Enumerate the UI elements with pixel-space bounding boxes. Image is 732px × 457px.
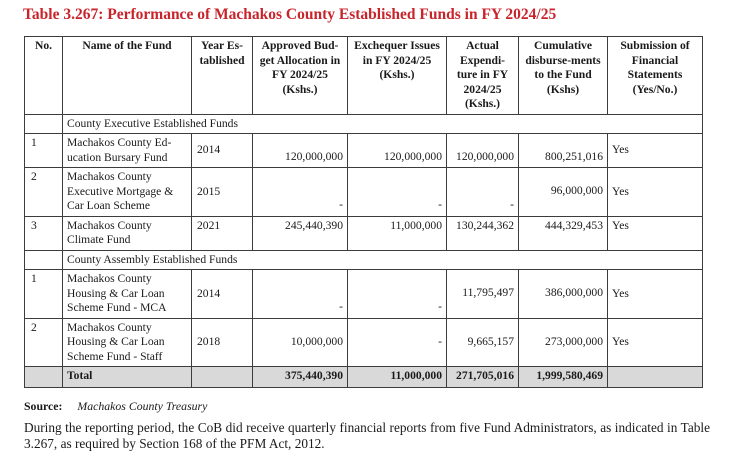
- cell-approved: -: [253, 270, 348, 319]
- cell-cumulative: 386,000,000: [519, 270, 608, 319]
- total-blank-cell: [25, 367, 63, 388]
- total-submission-blank: [608, 367, 703, 388]
- header-year: Year Es-tablished: [192, 37, 253, 115]
- cell-submission: Yes: [608, 134, 703, 168]
- cell-name: Machakos County Climate Fund: [63, 216, 192, 250]
- cell-no: 2: [25, 318, 63, 367]
- cell-actual: 130,244,362: [447, 216, 519, 250]
- cell-approved: -: [253, 168, 348, 217]
- header-cumulative: Cumulative disburse-ments to the Fund (Kshs): [519, 37, 608, 115]
- cell-actual: 11,795,497: [447, 270, 519, 319]
- total-cumulative: 1,999,580,469: [519, 367, 608, 388]
- cell-year: 2021: [192, 216, 253, 250]
- source-note: [24, 399, 207, 414]
- total-actual: 271,705,016: [447, 367, 519, 388]
- cell-exchequer: -: [348, 318, 447, 367]
- cell-name: Machakos County Housing & Car Loan Scheme Fund - MCA: [63, 270, 192, 319]
- total-row: [25, 367, 703, 388]
- group-row: [25, 114, 703, 134]
- cell-name: Machakos County Housing & Car Loan Scheme Fund - Staff: [63, 318, 192, 367]
- header-name: Name of the Fund: [63, 37, 192, 115]
- cell-year: 2014: [192, 270, 253, 319]
- cell-name: Machakos County Executive Mortgage & Car Loan Scheme: [63, 168, 192, 217]
- cell-actual: 120,000,000: [447, 134, 519, 168]
- table-title: Table 3.267: Performance of Machakos County Established Funds in FY 2024/25: [23, 6, 557, 23]
- header-exchequer: Exchequer Issues in FY 2024/25 (Kshs.): [348, 37, 447, 115]
- cell-cumulative: 800,251,016: [519, 134, 608, 168]
- cell-exchequer: 120,000,000: [348, 134, 447, 168]
- cell-cumulative: 444,329,453: [519, 216, 608, 250]
- header-no: No.: [25, 37, 63, 115]
- cell-cumulative: 273,000,000: [519, 318, 608, 367]
- group-label: County Assembly Established Funds: [63, 250, 703, 270]
- table-row: [25, 134, 703, 168]
- total-label: Total: [63, 367, 192, 388]
- source-label: Source:: [24, 399, 63, 413]
- cell-no: 2: [25, 168, 63, 217]
- cell-approved: 120,000,000: [253, 134, 348, 168]
- total-exchequer: 11,000,000: [348, 367, 447, 388]
- group-row: [25, 250, 703, 270]
- header-row: [25, 37, 703, 115]
- cell-submission: Yes: [608, 270, 703, 319]
- group-blank-cell: [25, 250, 63, 270]
- cell-year: 2014: [192, 134, 253, 168]
- cell-year: 2015: [192, 168, 253, 217]
- cell-submission: Yes: [608, 216, 703, 250]
- cell-exchequer: -: [348, 270, 447, 319]
- funds-table: [24, 36, 703, 388]
- header-submission: Submission of Financial Statements (Yes/No.): [608, 37, 703, 115]
- total-year-blank: [192, 367, 253, 388]
- cell-submission: Yes: [608, 168, 703, 217]
- cell-no: 3: [25, 216, 63, 250]
- group-blank-cell: [25, 114, 63, 134]
- cell-name: Machakos County Ed-ucation Bursary Fund: [63, 134, 192, 168]
- table-row: [25, 270, 703, 319]
- cell-approved: 10,000,000: [253, 318, 348, 367]
- cell-actual: 9,665,157: [447, 318, 519, 367]
- table-row: [25, 168, 703, 217]
- total-approved: 375,440,390: [253, 367, 348, 388]
- cell-approved: 245,440,390: [253, 216, 348, 250]
- header-actual: Actual Expendi-ture in FY 2024/25 (Kshs.): [447, 37, 519, 115]
- cell-submission: Yes: [608, 318, 703, 367]
- cell-cumulative: 96,000,000: [519, 168, 608, 217]
- group-label: County Executive Established Funds: [63, 114, 703, 134]
- cell-exchequer: 11,000,000: [348, 216, 447, 250]
- cell-actual: -: [447, 168, 519, 217]
- table-row: [25, 216, 703, 250]
- cell-no: 1: [25, 270, 63, 319]
- table-row: [25, 318, 703, 367]
- source-value: Machakos County Treasury: [77, 399, 208, 413]
- cell-no: 1: [25, 134, 63, 168]
- body-paragraph: During the reporting period, the CoB did receive quarterly financial reports from five Fund Administrators, as indicated in Table 3.267, as required by Section 168 of the PFM Act, 2012.: [24, 420, 710, 451]
- cell-year: 2018: [192, 318, 253, 367]
- cell-exchequer: -: [348, 168, 447, 217]
- header-approved: Approved Bud-get Allocation in FY 2024/25 (Kshs.): [253, 37, 348, 115]
